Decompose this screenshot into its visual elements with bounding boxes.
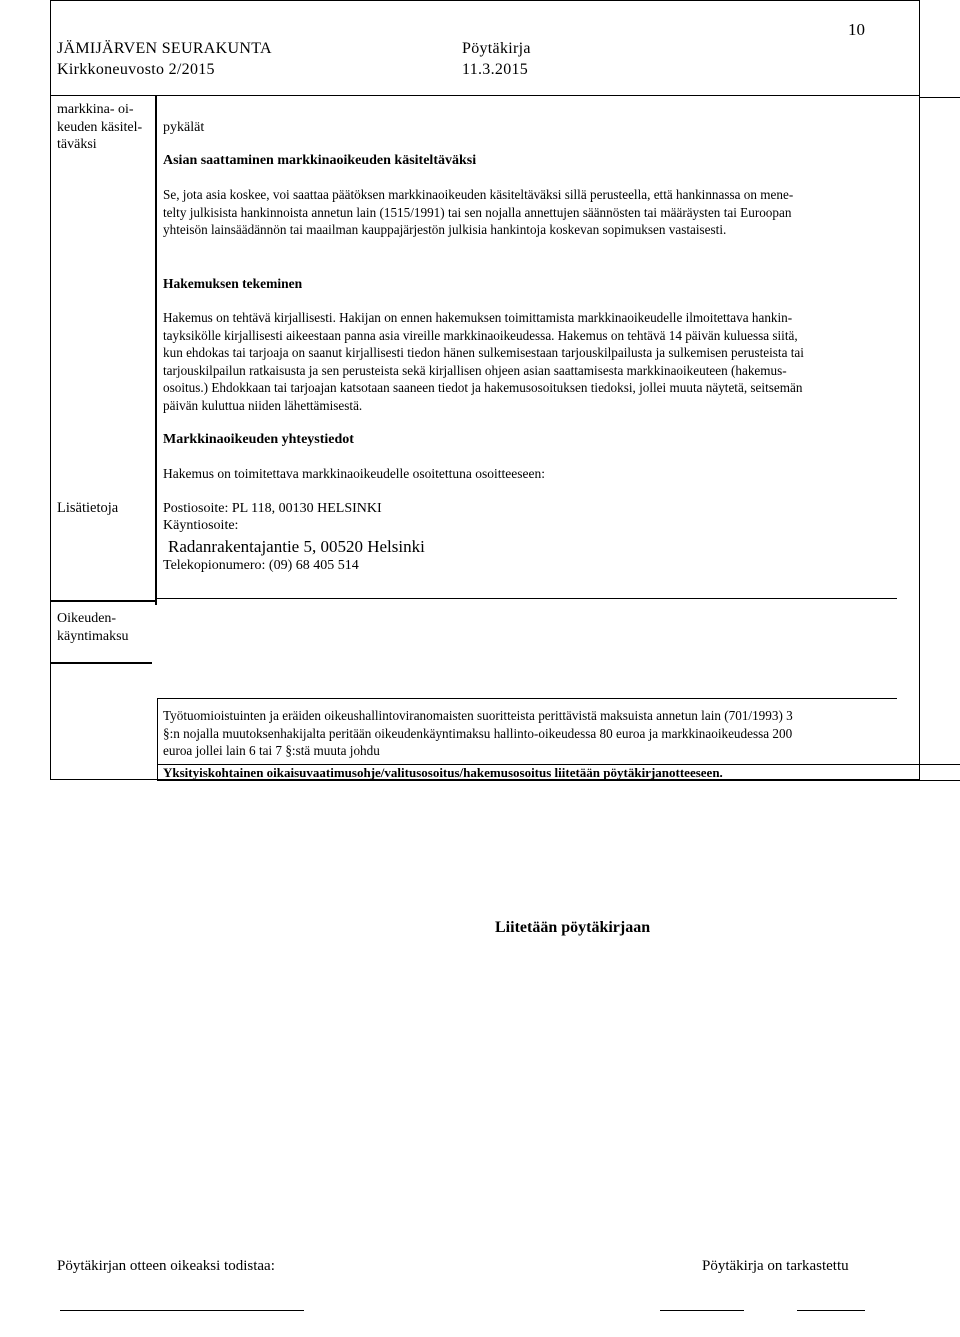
fee-label: Oikeuden- käyntimaksu — [57, 611, 129, 644]
fee-box-top — [157, 698, 897, 699]
meeting-name: Kirkkoneuvosto 2/2015 — [57, 61, 215, 78]
meeting-date: 11.3.2015 — [462, 61, 529, 78]
appeal-intro: Se, jota asia koskee, voi saattaa päätöksen markkinaoikeuden käsiteltäväksi sillä perusteella, että hankinnassa on mene- telty julkisista hankinnoista annetun lain (1515/1991) tai sen nojalla annettujen säännösten tai määräysten tai Euroopan yhteisön lainsäädännön tai maailman kauppajärjestön julkisia hankintoja koskevan sopimuksen vastaisesti. — [163, 187, 794, 237]
topic-label: markkina- oi- keuden käsitel- täväksi — [57, 102, 143, 152]
org-name: JÄMIJÄRVEN SEURAKUNTA — [57, 40, 272, 57]
application-text: Hakemus on tehtävä kirjallisesti. Hakijan on ennen hakemuksen toimittamista markkinaoikeudelle ilmoitettava hankin- tayksikölle kirjallisesti aikeestaan panna asia vireille markkinaoikeudessa. Hakemus on tehtävä 14 päivän kuluessa siitä, kun ehdokas tai tarjoaja on saanut kirjallisesti tiedon hänen sulkemisestaan tarjouskilpailusta ja sulkemisen perusteista tai tarjouskilpailun ratkaisusta ja sen perusteista sekä kirjallisen ohjeen asian saattamisesta markkinaoikeuteen (hakemus- osoitus.) Ehdokkaan tai tarjoajan katsotaan saaneen tiedot ja hakemusosoituksen tiedoksi, jollei muuta näytetä, seitsemän päivän kuluttua niiden lähettämisestä. — [163, 310, 804, 413]
attachment-notice: Yksityiskohtainen oikaisuvaatimusohje/valitusosoitus/hakemusosoitus liitetään pöytäkirjanotteeseen. — [163, 765, 723, 780]
appeal-heading: Asian saattaminen markkinaoikeuden käsiteltäväksi — [163, 153, 477, 168]
fee-text: Työtuomioistuinten ja eräiden oikeushallintoviranomaisten suoritteista perittävistä maksuista annetun lain (701/1993) 3 §:n nojalla muutoksenhakijalta peritään oikeudenkäyntimaksu hallinto-oikeudessa 80 euroa ja markkinaoikeudessa 200 euroa jollei lain 6 tai 7 §:stä muuta johdu — [163, 708, 793, 758]
lisatietoja-label: Lisätietoja — [57, 500, 119, 516]
attachment-title: Liitetään pöytäkirjaan — [495, 919, 651, 936]
certification-label: Pöytäkirjan otteen oikeaksi todistaa: — [57, 1258, 275, 1274]
header-rule-extension — [920, 97, 960, 98]
contact-heading: Markkinaoikeuden yhteystiedot — [163, 432, 354, 447]
column-divider — [155, 95, 157, 605]
pykalat-label: pykälät — [163, 120, 205, 135]
review-signature-line-1 — [660, 1310, 744, 1311]
review-signature-line-2 — [797, 1310, 865, 1311]
contact-section-rule — [157, 598, 897, 599]
side-rule-top — [50, 600, 155, 602]
certification-signature-line — [60, 1310, 304, 1311]
fee-box-left — [157, 698, 158, 780]
fax-number: Telekopionumero: (09) 68 405 514 — [163, 558, 359, 573]
postal-address: Postiosoite: PL 118, 00130 HELSINKI — [163, 501, 382, 516]
contact-intro: Hakemus on toimitettava markkinaoikeudelle osoitettuna osoitteeseen: — [163, 466, 546, 481]
page-number: 10 — [848, 20, 865, 39]
review-label: Pöytäkirja on tarkastettu — [702, 1258, 849, 1274]
visit-label: Käyntiosoite: — [163, 518, 239, 533]
side-rule-bottom — [50, 662, 152, 664]
visit-address: Radanrakentajantie 5, 00520 Helsinki — [168, 537, 425, 556]
application-heading: Hakemuksen tekeminen — [163, 276, 303, 291]
doc-type: Pöytäkirja — [462, 40, 531, 57]
header-rule — [50, 95, 920, 96]
